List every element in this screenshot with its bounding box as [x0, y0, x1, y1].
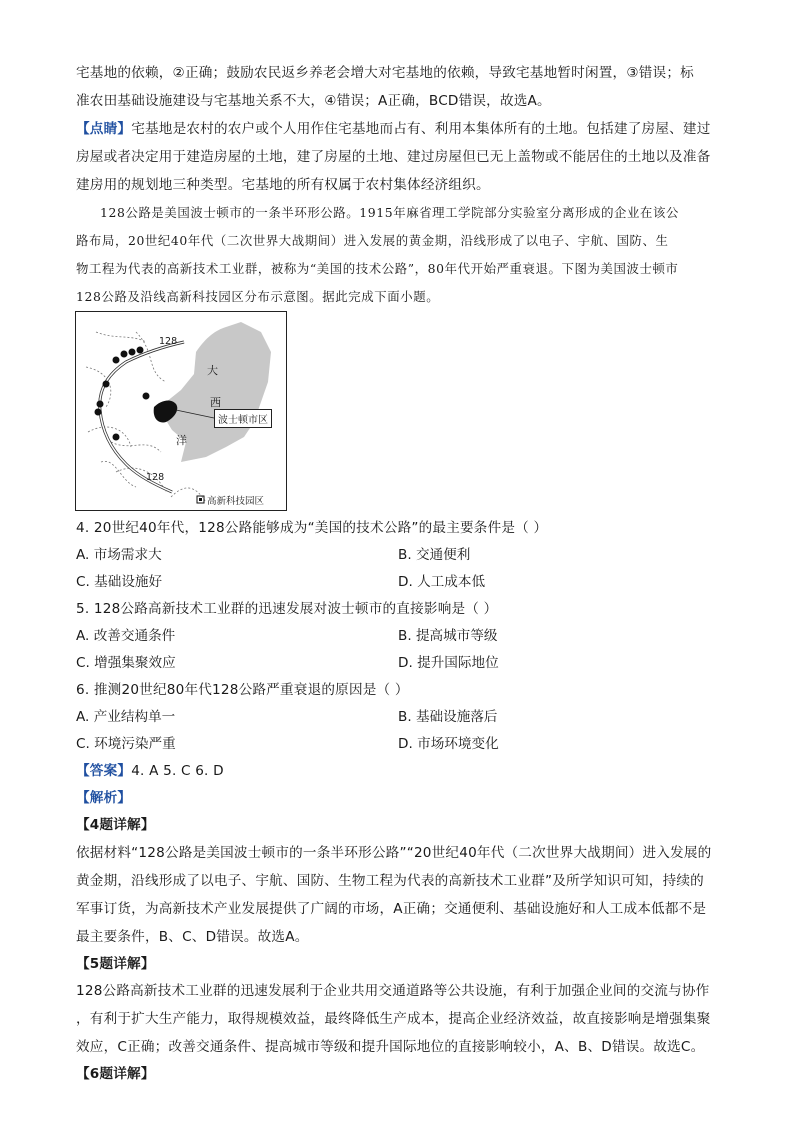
- prev-answer-line-2: 准农田基础设施建设与宅基地关系不大，④错误；A正确，BCD错误，故选A。: [76, 93, 551, 109]
- question-5-option-b: B. 提高城市等级: [398, 628, 498, 644]
- question-6-option-c: C. 环境污染严重: [76, 736, 176, 752]
- question-6-option-d: D. 市场环境变化: [398, 736, 499, 752]
- question-6-option-a: A. 产业结构单一: [76, 709, 176, 725]
- question-5-option-d: D. 提升国际地位: [398, 655, 499, 671]
- answer-tag: 【答案】: [76, 763, 132, 779]
- q4-detail-line-3: 军事订货，为高新技术产业发展提供了广阔的市场，A正确；交通便利、基础设施好和人工成本低都不是: [76, 901, 707, 917]
- dianjing-tag: 【点睛】: [76, 121, 132, 137]
- material-line-2: 路布局，20世纪40年代（二次世界大战期间）进入发展的黄金期，沿线形成了以电子、宇航、国防、生: [76, 233, 669, 248]
- question-5-option-c: C. 增强集聚效应: [76, 655, 176, 671]
- question-4-option-a: A. 市场需求大: [76, 547, 162, 563]
- prev-answer-line-1: 宅基地的依赖，②正确；鼓励农民返乡养老会增大对宅基地的依赖，导致宅基地暂时闲置，③错误；标: [76, 65, 694, 81]
- question-5-option-a: A. 改善交通条件: [76, 628, 176, 644]
- q5-detail-line-2: ，有利于扩大生产能力，取得规模效益，最终降低生产成本，提高企业经济效益，故直接影响是增强集聚: [76, 1011, 711, 1027]
- question-5-stem: 5. 128公路高新技术工业群的迅速发展对波士顿市的直接影响是（ ）: [76, 601, 498, 617]
- q5-detail-tag: 【5题详解】: [76, 956, 155, 972]
- answer-line: [76, 761, 224, 781]
- question-4-option-c: C. 基础设施好: [76, 574, 163, 590]
- material-line-1: 128公路是美国波士顿市的一条半环形公路。1915年麻省理工学院部分实验室分离形成的企业在该公: [100, 205, 680, 220]
- dianjing-text-1: 宅基地是农村的农户或个人用作住宅基地而占有、利用本集体所有的土地。包括建了房屋、建过: [131, 121, 711, 137]
- question-4-stem: 4. 20世纪40年代，128公路能够成为“美国的技术公路”的最主要条件是（ ）: [76, 520, 548, 536]
- answer-text: 4. A 5. C 6. D: [131, 763, 224, 779]
- ocean-label-2: 西: [210, 396, 221, 409]
- question-6-stem: 6. 推测20世纪80年代128公路严重衰退的原因是（ ）: [76, 682, 409, 698]
- q5-detail-line-1: 128公路高新技术工业群的迅速发展利于企业共用交通道路等公共设施，有利于加强企业间的交流与协作: [76, 983, 710, 999]
- ocean-label-3: 洋: [176, 434, 187, 447]
- ocean-label-1: 大: [207, 364, 218, 377]
- q6-detail-tag: 【6题详解】: [76, 1066, 155, 1082]
- dianjing-line-3: 建房用的规划地三种类型。宅基地的所有权属于农村集体经济组织。: [76, 177, 490, 193]
- question-4-option-b: B. 交通便利: [398, 547, 471, 563]
- q4-detail-tag: 【4题详解】: [76, 817, 155, 833]
- q4-detail-line-1: 依据材料“128公路是美国波士顿市的一条半环形公路”“20世纪40年代（二次世界大战期间）进入发展的: [76, 845, 712, 861]
- q4-detail-line-4: 最主要条件，B、C、D错误。故选A。: [76, 929, 309, 945]
- material-line-3: 物工程为代表的高新技术工业群，被称为“美国的技术公路”，80年代开始严重衰退。下图为美国波士顿市: [76, 261, 679, 276]
- question-4-option-d: D. 人工成本低: [398, 574, 486, 590]
- analysis-tag: 【解析】: [76, 790, 132, 806]
- road-label-top: 128: [159, 336, 178, 347]
- dianjing-line-2: 房屋或者决定用于建造房屋的土地，建了房屋的土地、建过房屋但已无上盖物或不能居住的土地以及准备: [76, 149, 711, 165]
- material-line-4: 128公路及沿线高新科技园区分布示意图。据此完成下面小题。: [76, 289, 440, 304]
- q4-detail-line-2: 黄金期，沿线形成了以电子、宇航、国防、生物工程为代表的高新技术工业群”及所学知识可知，持续的: [76, 873, 704, 889]
- question-6-option-b: B. 基础设施落后: [398, 709, 498, 725]
- legend-label: 高新科技园区: [207, 496, 265, 507]
- dianjing-line-1: [76, 119, 711, 139]
- map-figure: [75, 311, 287, 511]
- road-label-bottom: 128: [146, 472, 165, 483]
- q5-detail-line-3: 效应，C正确；改善交通条件、提高城市等级和提升国际地位的直接影响较小，A、B、D错误。故选C。: [76, 1039, 705, 1055]
- city-label: 波士顿市区: [214, 409, 272, 428]
